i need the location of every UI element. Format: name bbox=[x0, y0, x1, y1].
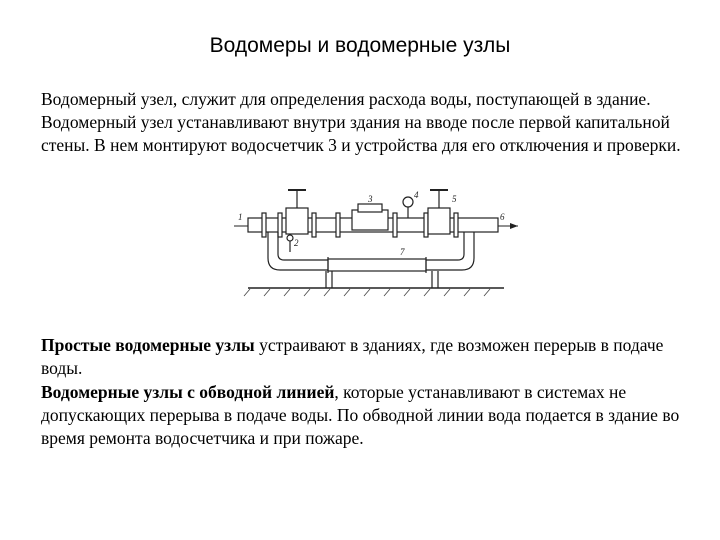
simple-units-text: устраивают в зданиях, где возможен перерыв в подаче воды. bbox=[41, 335, 664, 378]
bypass-units-text: , которые устанавливают в системах не допускающих перерыва в подаче воды. По обводной линии вода подается в здание во время ремонта водосчетчика и при пожаре. bbox=[41, 382, 680, 448]
simple-units-term: Простые водомерные узлы bbox=[41, 335, 255, 355]
simple-units-paragraph bbox=[41, 334, 691, 380]
bypass-units-term: Водомерные узлы с обводной линией bbox=[41, 382, 335, 402]
slide-title: Водомеры и водомерные узлы bbox=[209, 34, 511, 57]
diagram-label-7: 7 bbox=[400, 247, 405, 257]
intro-paragraph: Водомерный узел, служит для определения расхода воды, поступающей в здание. Водомерный узел устанавливают внутри здания на вводе после первой капитальной стены. В нем монтируют водосчетчик 3 и устройства для его отключения и проверки. bbox=[41, 89, 681, 155]
diagram-label-5: 5 bbox=[452, 194, 457, 204]
diagram-label-4: 4 bbox=[414, 190, 419, 200]
diagram-label-3: 3 bbox=[368, 194, 373, 204]
bypass-units-paragraph bbox=[41, 381, 691, 450]
diagram-label-2: 2 bbox=[294, 238, 299, 248]
diagram-label-1: 1 bbox=[238, 212, 243, 222]
diagram-label-6: 6 bbox=[500, 212, 505, 222]
water-meter-assembly-diagram bbox=[228, 180, 524, 298]
